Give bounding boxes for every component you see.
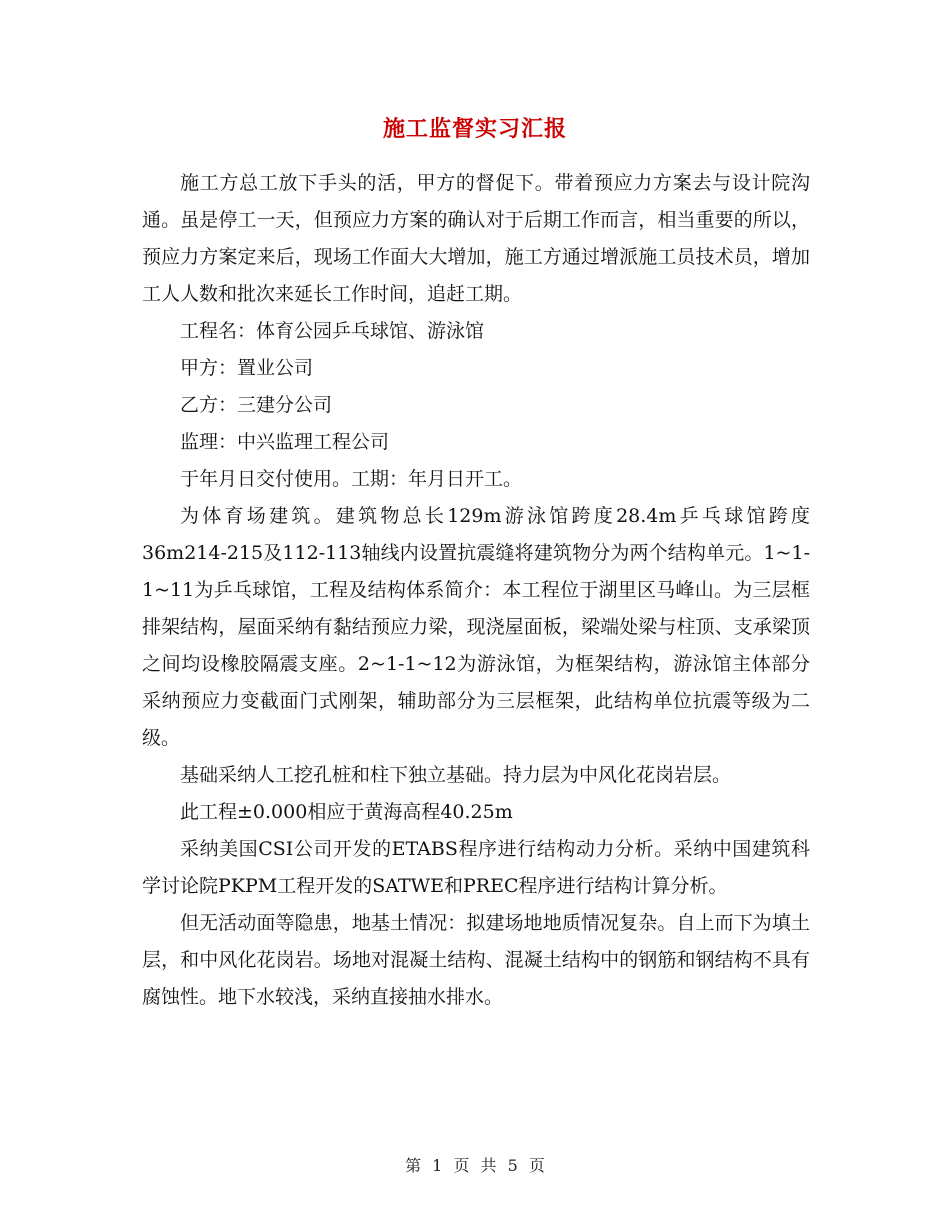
page-number-footer: 第 1 页 共 5 页 xyxy=(405,1156,545,1175)
paragraph: 但无活动面等隐患，地基土情况：拟建场地地质情况复杂。自上而下为填土层，和中风化花岗岩。场地对混凝土结构、混凝土结构中的钢筋和钢结构不具有腐蚀性。地下水较浅，采纳直接抽水排水。 xyxy=(142,912,810,1008)
paragraph: 工程名：体育公园乒乓球馆、游泳馆 xyxy=(180,320,485,342)
paragraph: 此工程±0.000相应于黄海高程40.25m xyxy=(180,801,513,823)
document-title: 施工监督实习汇报 xyxy=(382,117,567,142)
paragraph: 采纳美国CSI公司开发的ETABS程序进行结构动力分析。采纳中国建筑科学讨论院PKPM工程开发的SATWE和PREC程序进行结构计算分析。 xyxy=(142,838,810,897)
paragraph: 于年月日交付使用。工期：年月日开工。 xyxy=(180,468,523,490)
paragraph: 乙方：三建分公司 xyxy=(180,394,333,416)
paragraph: 基础采纳人工挖孔桩和柱下独立基础。持力层为中风化花岗岩层。 xyxy=(180,764,732,786)
paragraph: 监理：中兴监理工程公司 xyxy=(180,431,390,453)
paragraph: 施工方总工放下手头的活，甲方的督促下。带着预应力方案去与设计院沟通。虽是停工一天，但预应力方案的确认对于后期工作而言，相当重要的所以，预应力方案定来后，现场工作面大大增加，施工方通过增派施工员技术员，增加工人人数和批次来延长工作时间，追赶工期。 xyxy=(142,172,810,305)
paragraph: 为体育场建筑。建筑物总长129m游泳馆跨度28.4m乒乓球馆跨度36m214-215及112-113轴线内设置抗震缝将建筑物分为两个结构单元。1~1-1~11为乒乓球馆，工程及结构体系简介：本工程位于湖里区马峰山。为三层框排架结构，屋面采纳有黏结预应力梁，现浇屋面板，梁端处梁与柱顶、支承梁顶之间均设橡胶隔震支座。2~1-1~12为游泳馆，为框架结构，游泳馆主体部分采纳预应力变截面门式刚架，辅助部分为三层框架，此结构单位抗震等级为二级。 xyxy=(142,505,810,749)
paragraph: 甲方：置业公司 xyxy=(180,357,314,379)
document-body xyxy=(142,165,810,1016)
